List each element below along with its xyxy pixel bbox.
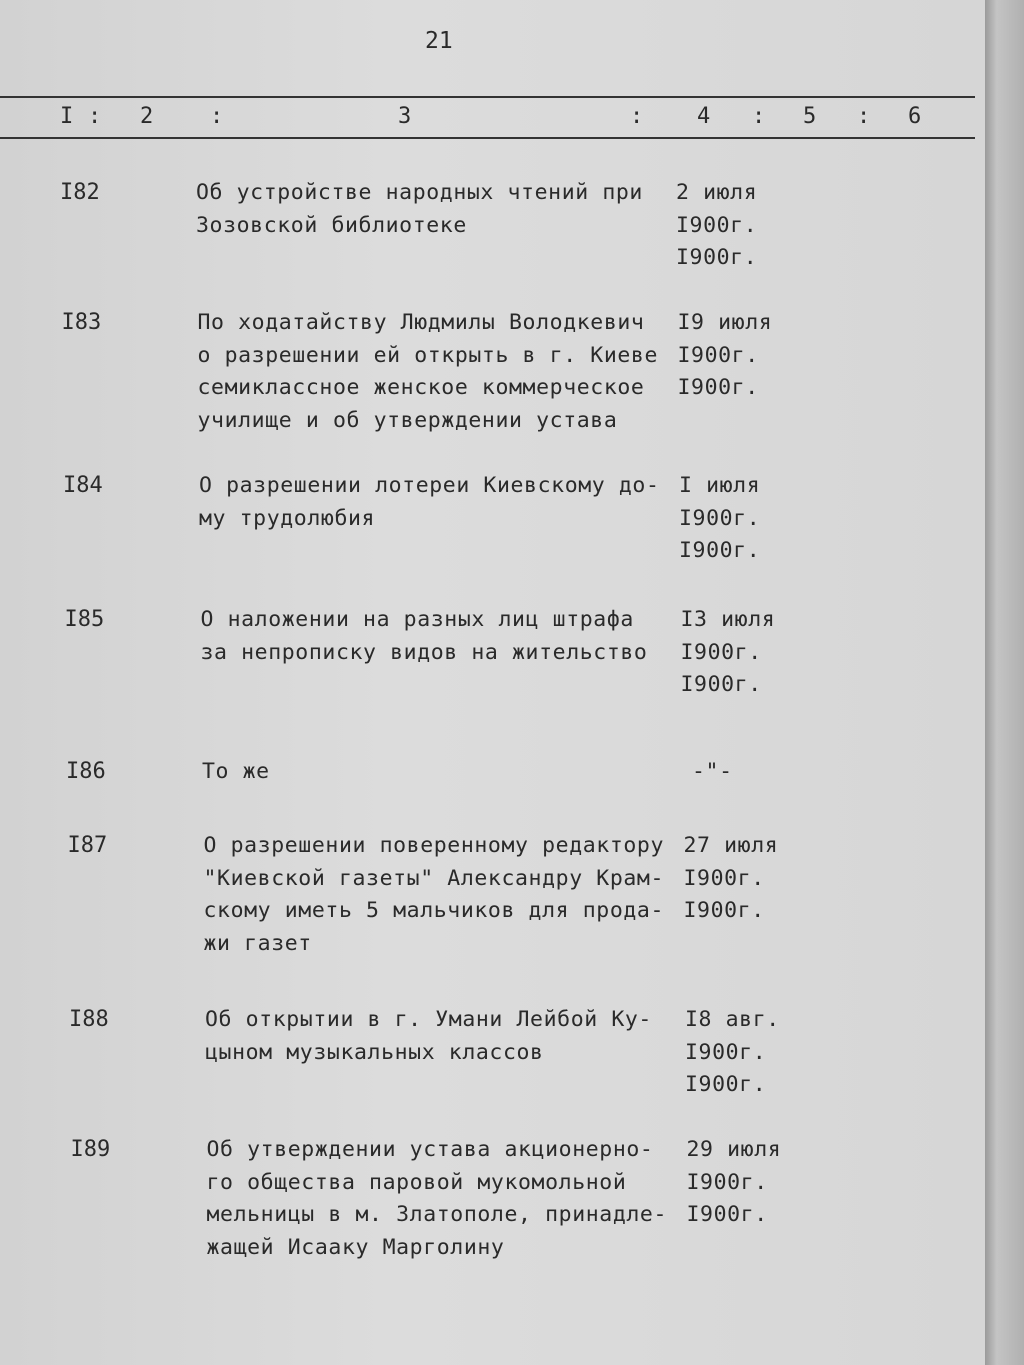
record-date-line: I900г.: [679, 538, 761, 563]
record-date-line: I900г.: [680, 672, 762, 697]
record-date-line: I900г.: [685, 1039, 767, 1065]
record-title-line: жащей Исааку Марголину: [206, 1234, 505, 1260]
record-title-line: за непрописку видов на жительство: [200, 639, 648, 665]
record-date-line: I900г.: [686, 1169, 768, 1195]
record-title-line: Зозовской библиотеке: [196, 212, 467, 238]
record-date-line: I900г.: [680, 639, 762, 665]
header-top-rule: [0, 96, 975, 98]
record-number: I89: [70, 1137, 111, 1162]
record-title-line: О наложении на разных лиц штрафа: [200, 607, 634, 632]
header-col-4: 4: [697, 104, 712, 129]
record-date-line: I900г.: [677, 375, 759, 400]
header-separator: :: [752, 104, 767, 129]
record-title-line: цыном музыкальных классов: [205, 1039, 544, 1065]
record-date-line: I900г.: [686, 1202, 768, 1227]
record-date-line: I900г.: [676, 212, 758, 238]
record-title-line: мельницы в м. Златополе, принадле-: [206, 1202, 667, 1227]
record-date-line: I900г.: [679, 505, 761, 531]
record-title-line: Об устройстве народных чтений при: [196, 180, 643, 205]
record-number: I87: [67, 833, 108, 858]
header-separator: :: [210, 104, 225, 129]
record-date-line: I900г.: [685, 1072, 767, 1097]
record-title-line: То же: [202, 759, 270, 784]
record-date-line: I900г.: [683, 898, 765, 923]
record-title-line: О разрешении лотереи Киевскому до-: [199, 473, 660, 498]
header-col-6: 6: [908, 104, 923, 129]
record-date-line: 29 июля: [686, 1137, 782, 1162]
record-date-line: I900г.: [683, 865, 765, 891]
record-date-line: I900г.: [677, 342, 759, 368]
page-number: 21: [425, 28, 453, 54]
record-title-line: По ходатайству Людмилы Володкевич: [197, 310, 645, 335]
record-title-line: жи газет: [203, 930, 312, 956]
record-date-line: I июля: [679, 473, 761, 498]
record-title-line: О разрешении поверенному редактору: [203, 833, 664, 858]
header-separator: :: [88, 104, 103, 129]
record-date-line: 2 июля: [676, 180, 758, 205]
record-number: I83: [61, 310, 102, 335]
record-date-line: I9 июля: [677, 310, 773, 335]
record-title-line: училище и об утверждении устава: [197, 407, 618, 433]
record-title-line: му трудолюбия: [199, 505, 376, 531]
record-number: I88: [69, 1007, 109, 1032]
header-col-5: 5: [803, 104, 818, 129]
header-col-1: I: [60, 104, 75, 129]
header-col-3: 3: [398, 104, 413, 129]
header-col-2: 2: [140, 104, 155, 129]
record-title-line: скому иметь 5 мальчиков для прода-: [203, 898, 664, 923]
record-date-line: I3 июля: [680, 607, 776, 632]
record-number: I86: [66, 759, 106, 784]
record-title-line: "Киевской газеты" Александру Крам-: [203, 865, 664, 891]
header-separator: :: [857, 104, 872, 129]
record-date-line: I900г.: [676, 245, 758, 270]
record-title-line: о разрешении ей открыть в г. Киеве: [197, 342, 658, 368]
record-number: I84: [63, 473, 103, 498]
record-number: I85: [64, 607, 105, 632]
header-bottom-rule: [0, 137, 975, 139]
record-date-line: -"-: [692, 759, 733, 784]
page-edge-shadow: [985, 0, 1024, 1365]
record-title-line: Об утверждении устава акционерно-: [206, 1137, 654, 1162]
header-separator: :: [630, 104, 645, 129]
record-date-line: I8 авг.: [685, 1007, 780, 1032]
record-title-line: го общества паровой мукомольной: [206, 1169, 627, 1195]
record-number: I82: [60, 180, 100, 205]
record-title-line: семиклассное женское коммерческое: [197, 375, 645, 400]
record-title-line: Об открытии в г. Умани Лейбой Ку-: [205, 1007, 652, 1032]
record-date-line: 27 июля: [683, 833, 779, 858]
